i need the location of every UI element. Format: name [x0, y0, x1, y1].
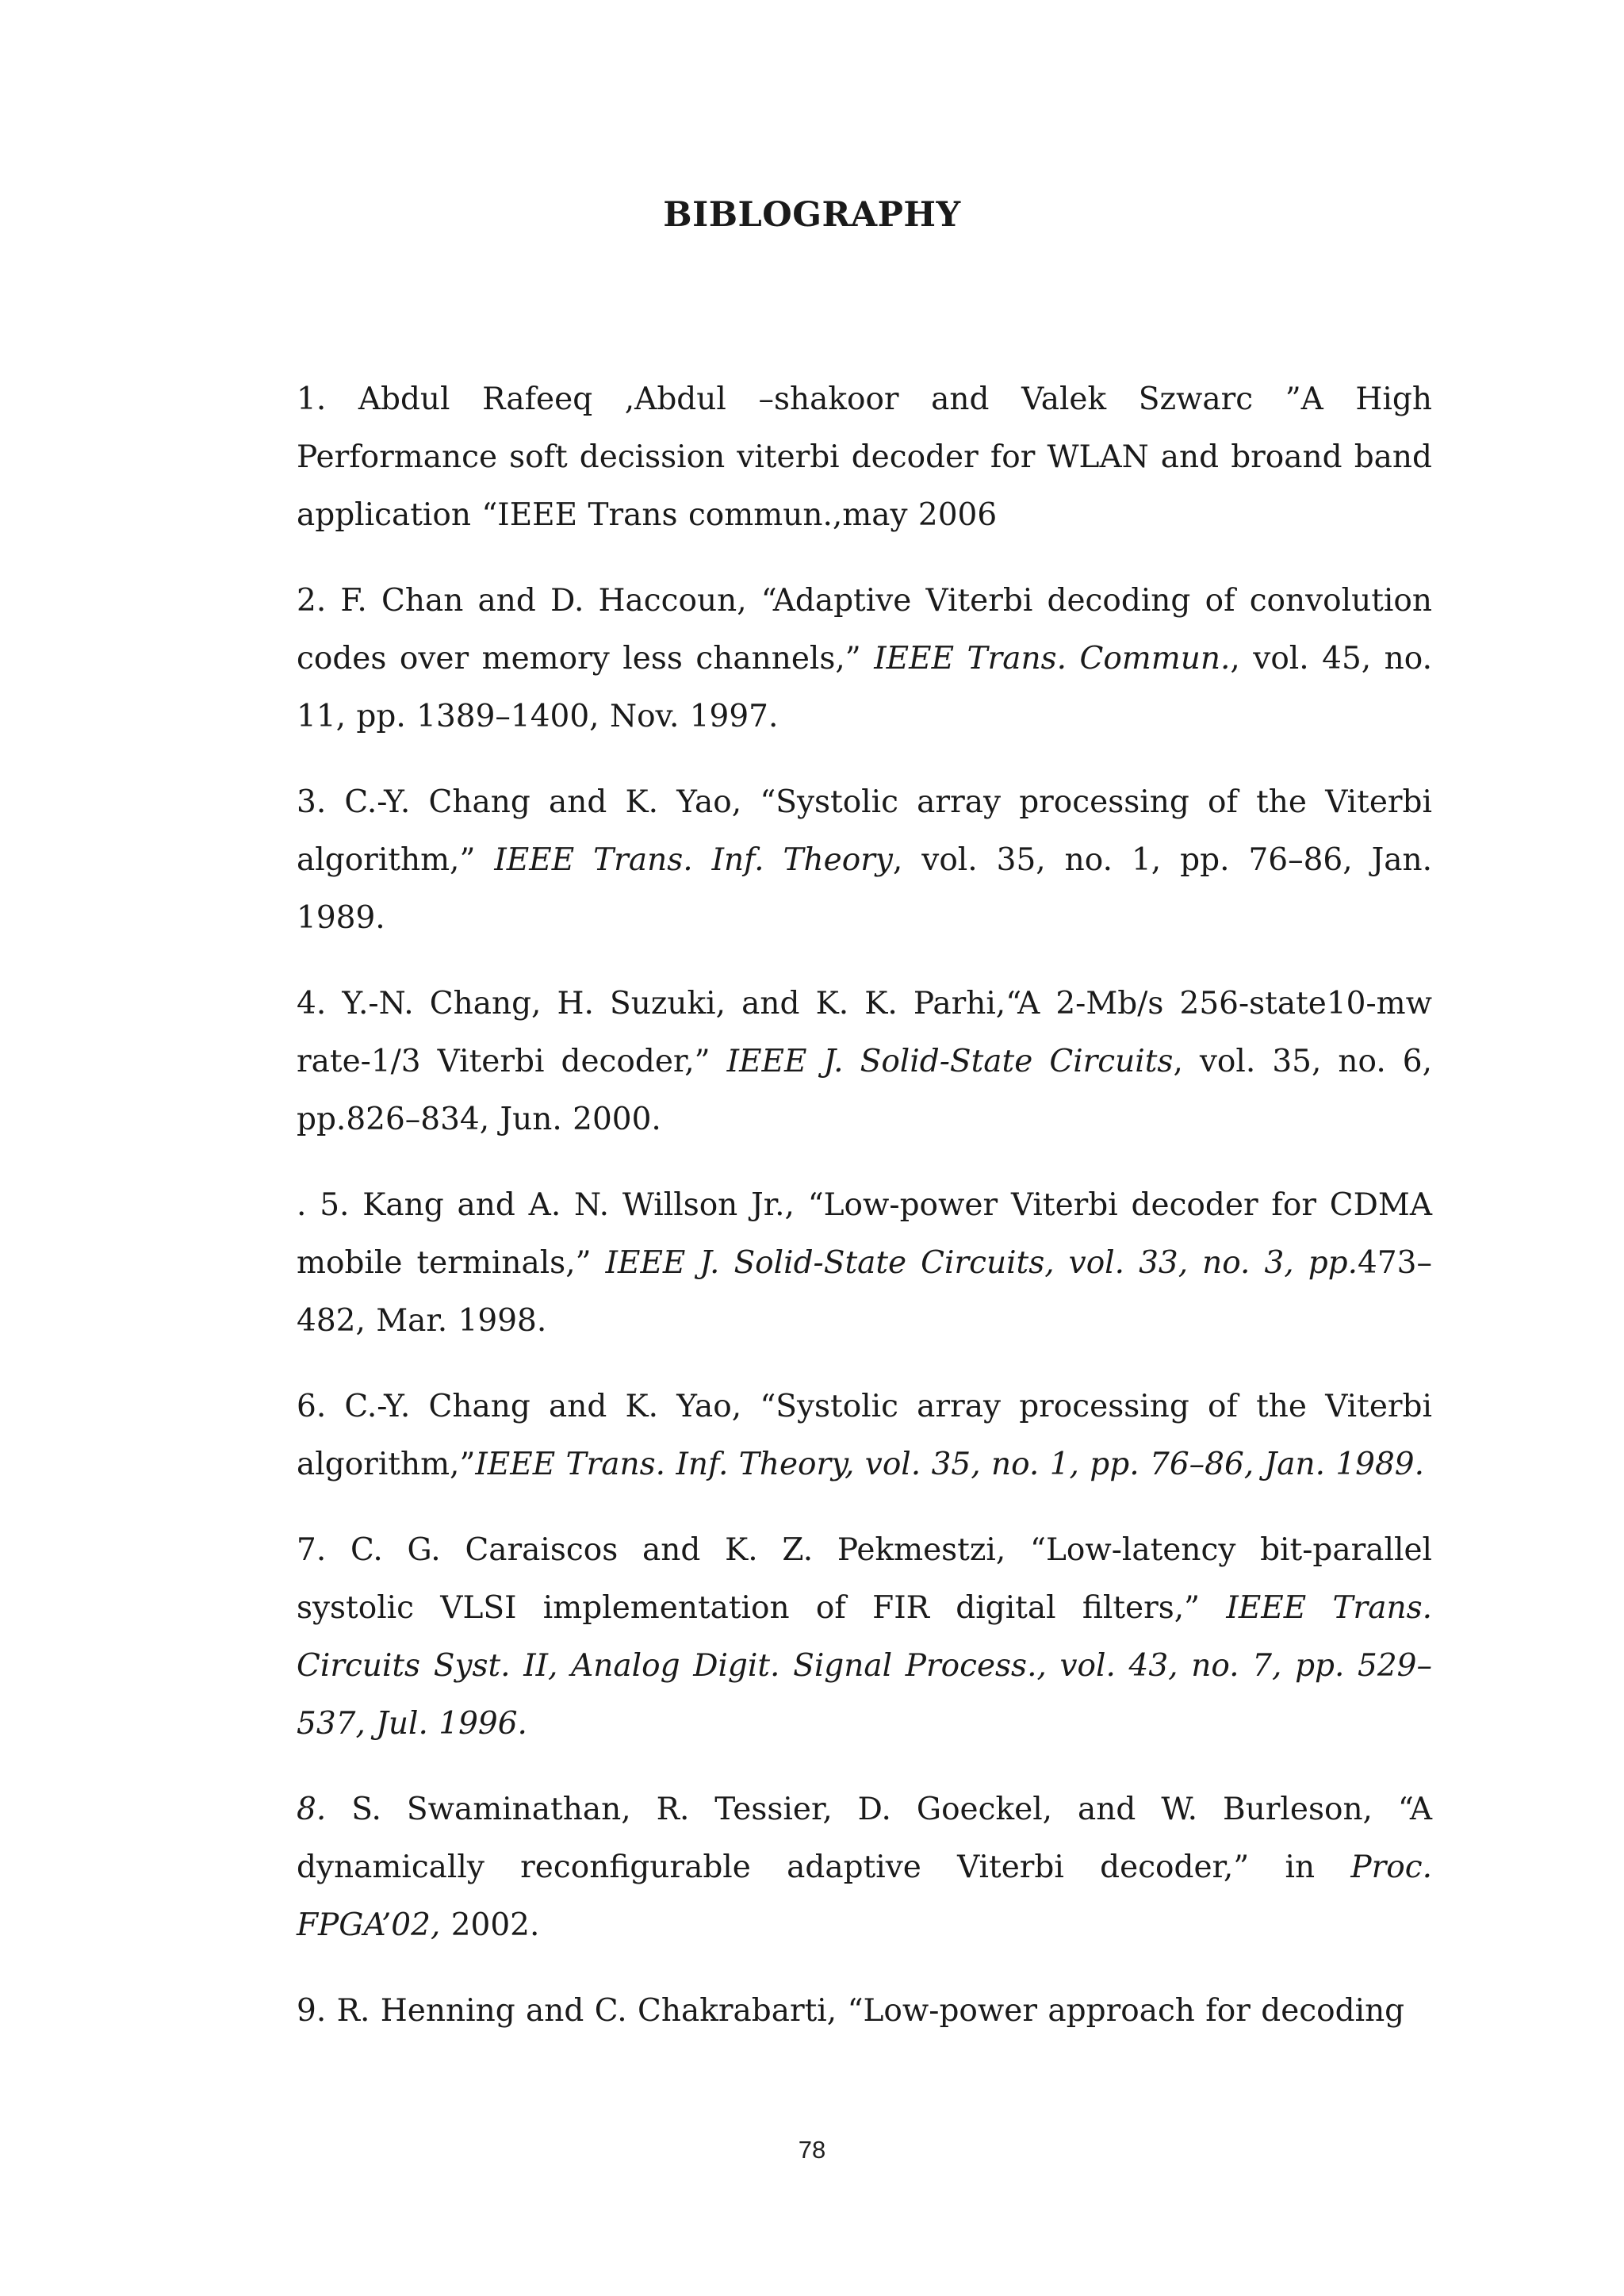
reference-text: Kang and A. N. Willson Jr., “Low-power Viterbi decoder for CDMA mobile terminals,”	[297, 1187, 1432, 1281]
reference-source-italic: IEEE J. Solid-State Circuits, vol. 33, no. 3, pp.	[605, 1245, 1358, 1281]
reference-number: 6.	[297, 1389, 327, 1424]
reference-item	[297, 1982, 1432, 2040]
reference-number: 7.	[297, 1532, 327, 1568]
reference-text: C. G. Caraiscos and K. Z. Pekmestzi, “Low-latency bit-parallel systolic VLSI implementation of FIR digital filters,”	[297, 1532, 1432, 1626]
reference-item	[297, 572, 1432, 746]
reference-number: 8.	[297, 1792, 327, 1827]
reference-item	[297, 1176, 1432, 1350]
reference-text: C.-Y. Chang and K. Yao, “Systolic array processing of the Viterbi algorithm,”	[297, 784, 1432, 878]
reference-text: S. Swaminathan, R. Tessier, D. Goeckel, and W. Burleson, “A dynamically reconfigurable adaptive Viterbi decoder,” in	[297, 1792, 1432, 1885]
reference-text: F. Chan and D. Haccoun, “Adaptive Viterbi decoding of convolution codes over memory less channels,”	[297, 583, 1432, 677]
reference-source-italic: Proc. FPGA’02,	[297, 1849, 1432, 1943]
page-title: BIBLOGRAPHY	[663, 195, 961, 235]
reference-text: C.-Y. Chang and K. Yao, “Systolic array processing of the Viterbi algorithm,”	[297, 1389, 1432, 1482]
reference-number: 3.	[297, 784, 327, 820]
reference-number: 4.	[297, 986, 327, 1022]
reference-source-italic: IEEE Trans. Inf. Theory	[494, 842, 893, 878]
reference-item	[297, 1521, 1432, 1753]
reference-source-italic: IEEE Trans. Inf. Theory, vol. 35, no. 1, pp. 76–86, Jan. 1989.	[475, 1447, 1425, 1482]
reference-number: 2.	[297, 583, 327, 619]
reference-item	[297, 370, 1432, 544]
reference-item	[297, 1378, 1432, 1493]
reference-list	[297, 370, 1432, 2040]
reference-text: , vol. 35, no. 1, pp. 76–86, Jan. 1989.	[297, 842, 1432, 936]
reference-source-italic: IEEE J. Solid-State Circuits	[726, 1044, 1174, 1079]
reference-text: 473–482, Mar. 1998.	[297, 1245, 1432, 1339]
page-number: 78	[798, 2136, 826, 2164]
reference-text: Abdul Rafeeq ,Abdul –shakoor and Valek Szwarc ”A High Performance soft decission viterbi decoder for WLAN and broand band application “IEEE Trans commun.,may 2006	[297, 381, 1432, 533]
reference-text: , vol. 35, no. 6, pp.826–834, Jun. 2000.	[297, 1044, 1432, 1137]
reference-item	[297, 1780, 1432, 1954]
reference-text: R. Henning and C. Chakrabarti, “Low-power approach for decoding	[326, 1993, 1405, 2029]
reference-number: . 5.	[297, 1187, 350, 1223]
reference-source-italic: IEEE Trans. Commun.	[874, 641, 1231, 677]
reference-item	[297, 773, 1432, 947]
reference-number: 9.	[297, 1993, 327, 2029]
reference-item	[297, 975, 1432, 1148]
reference-text: Y.-N. Chang, H. Suzuki, and K. K. Parhi,“A 2-Mb/s 256-state10-mw rate-1/3 Viterbi decoder,”	[297, 986, 1432, 1079]
reference-source-italic: IEEE Trans. Circuits Syst. II, Analog Digit. Signal Process., vol. 43, no. 7, pp. 529–537, Jul. 1996.	[297, 1590, 1432, 1742]
reference-number: 1.	[297, 381, 327, 417]
reference-text: 2002.	[440, 1907, 540, 1943]
reference-text: , vol. 45, no. 11, pp. 1389–1400, Nov. 1997.	[297, 641, 1432, 734]
